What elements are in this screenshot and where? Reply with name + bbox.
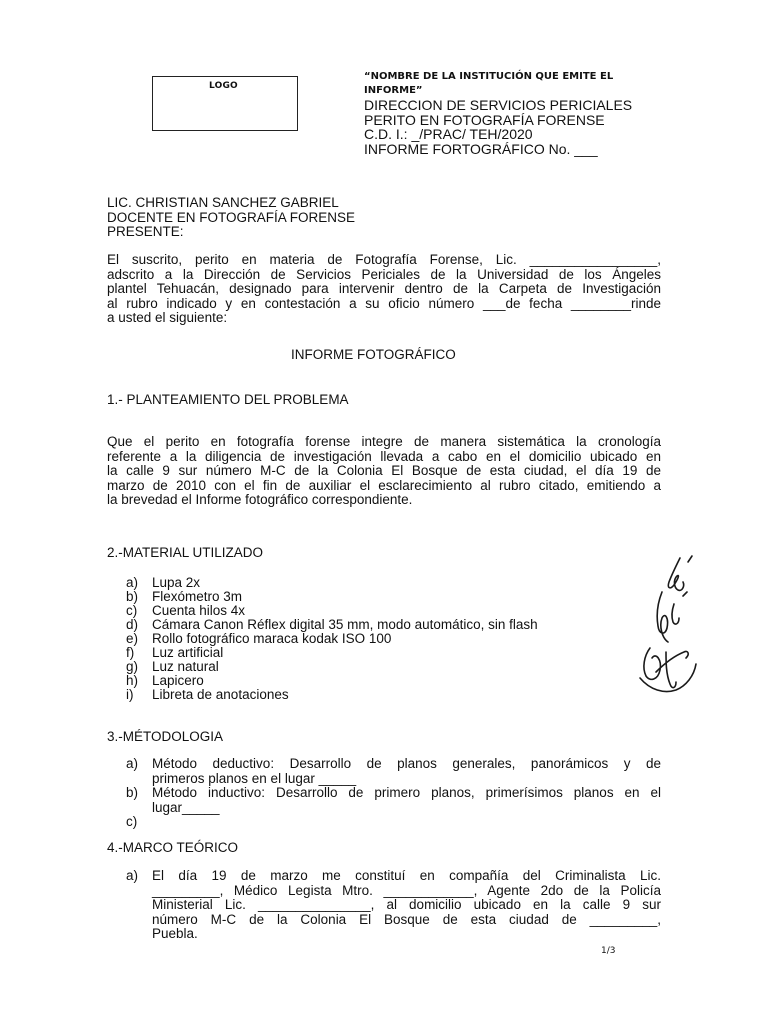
- list-item: [126, 646, 538, 660]
- header-line: INFORME FORTOGRÁFICO No. ___: [364, 140, 598, 157]
- list-item-text: Flexómetro 3m: [152, 589, 243, 604]
- list-item-line: primeros planos en el lugar _____: [152, 770, 357, 786]
- header-line: PERITO EN FOTOGRAFÍA FORENSE: [364, 111, 605, 128]
- paragraph-line: la calle 9 sur número M-C de la Colonia El Bosque de esta ciudad, el día 19 de: [107, 463, 661, 478]
- addressee-line: PRESENTE:: [107, 224, 184, 239]
- list-item-line: Puebla.: [152, 926, 198, 941]
- addressee-block: [107, 196, 355, 240]
- handwritten-signature: [636, 552, 700, 704]
- list-marker: a): [126, 575, 139, 590]
- list-item-text: Lupa 2x: [152, 575, 201, 590]
- header-line: DIRECCION DE SERVICIOS PERICIALES: [364, 97, 633, 113]
- list-item-line: lugar_____: [152, 799, 220, 815]
- paragraph-line: al rubro indicado y en contestación a su oficio número ___de fecha ________rinde: [107, 295, 661, 311]
- list-item-line: El día 19 de marzo me constituí en compañía del Criminalista Lic.: [152, 868, 661, 883]
- section-heading: 1.- PLANTEAMIENTO DEL PROBLEMA: [107, 392, 349, 407]
- report-title: INFORME FOTOGRÁFICO: [291, 347, 456, 362]
- list-item: [126, 576, 538, 590]
- paragraph-line: referente a la diligencia de investigación llevada a cabo en el domicilio ubicado en: [107, 448, 661, 464]
- list-marker: d): [126, 617, 139, 632]
- addressee-line: DOCENTE EN FOTOGRAFÍA FORENSE: [107, 209, 356, 225]
- list-item-text: Cuenta hilos 4x: [152, 603, 246, 618]
- list-marker: e): [126, 631, 139, 646]
- list-item-line: Método deductivo: Desarrollo de planos generales, panorámicos y de: [152, 756, 661, 771]
- header-line: C.D. I.: _/PRAC/ TEH/2020: [364, 126, 533, 142]
- paragraph-line: plantel Tehuacán, designado para intervenir dentro de la Carpeta de Investigación: [107, 281, 661, 296]
- list-marker: c): [126, 814, 138, 829]
- section-heading: 4.-MARCO TEÓRICO: [107, 840, 239, 855]
- institution-name: [364, 70, 664, 98]
- list-marker: i): [126, 687, 134, 702]
- methodology-list: [126, 757, 661, 830]
- list-item-text: Libreta de anotaciones: [152, 687, 289, 702]
- document-header: [364, 98, 632, 156]
- paragraph-line: Que el perito en fotografía forense integre de manera sistemática la cronología: [107, 434, 661, 449]
- list-item-text: Lapicero: [152, 673, 204, 688]
- paragraph-line: El suscrito, perito en materia de Fotografía Forense, Lic. _________________,: [107, 252, 661, 267]
- list-item: [126, 815, 661, 830]
- paragraph-line: la brevedad el Informe fotográfico correspondiente.: [107, 492, 413, 507]
- list-item-text: Rollo fotográfico maraca kodak ISO 100: [152, 631, 392, 646]
- problem-paragraph: [107, 435, 661, 508]
- page-number: 1/3: [601, 946, 616, 956]
- institution-name-line: INFORME”: [364, 85, 423, 96]
- list-marker: a): [126, 756, 139, 771]
- list-marker: a): [126, 868, 139, 883]
- list-item: [126, 674, 538, 688]
- logo-placeholder: [152, 76, 298, 131]
- paragraph-line: a usted el siguiente:: [107, 310, 228, 325]
- list-item-text: Luz natural: [152, 659, 219, 674]
- theoretical-framework-list: [126, 869, 661, 942]
- list-item: [126, 660, 538, 674]
- list-marker: b): [126, 785, 139, 800]
- institution-name-line: “NOMBRE DE LA INSTITUCIÓN QUE EMITE EL: [364, 71, 614, 82]
- list-marker: f): [126, 645, 135, 660]
- list-marker: g): [126, 659, 139, 674]
- list-item-text: Cámara Canon Réflex digital 35 mm, modo automático, sin flash: [152, 617, 538, 632]
- list-item-line: número M-C de la Colonia El Bosque de esta ciudad de _________,: [152, 911, 661, 927]
- list-item: [126, 869, 661, 942]
- list-marker: b): [126, 589, 139, 604]
- list-item: [126, 757, 661, 786]
- list-item: [126, 590, 538, 604]
- paragraph-line: marzo de 2010 con el fin de auxiliar el esclarecimiento al rubro citado, emitiendo a: [107, 477, 661, 493]
- list-item: [126, 632, 538, 646]
- logo-label: LOGO: [209, 81, 238, 91]
- section-heading: 3.-MÉTODOLOGIA: [107, 729, 224, 744]
- addressee-line: LIC. CHRISTIAN SANCHEZ GABRIEL: [107, 195, 339, 210]
- list-marker: h): [126, 673, 139, 688]
- list-item: [126, 688, 538, 702]
- list-item-line: _________, Médico Legista Mtro. ____________, Agente 2do de la Policía: [152, 882, 661, 898]
- paragraph-line: adscrito a la Dirección de Servicios Periciales de la Universidad de los Ángeles: [107, 266, 661, 282]
- list-item-text: Luz artificial: [152, 645, 224, 660]
- intro-paragraph: [107, 253, 661, 326]
- list-marker: c): [126, 603, 138, 618]
- list-item: [126, 786, 661, 815]
- list-item-line: Ministerial Lic. _______________, al domicilio ubicado en la calle 9 sur: [152, 897, 661, 912]
- list-item: [126, 618, 538, 632]
- materials-list: [126, 576, 538, 702]
- list-item-line: Método inductivo: Desarrollo de primero planos, primerísimos planos en el: [152, 785, 661, 800]
- list-item: [126, 604, 538, 618]
- section-heading: 2.-MATERIAL UTILIZADO: [107, 545, 264, 560]
